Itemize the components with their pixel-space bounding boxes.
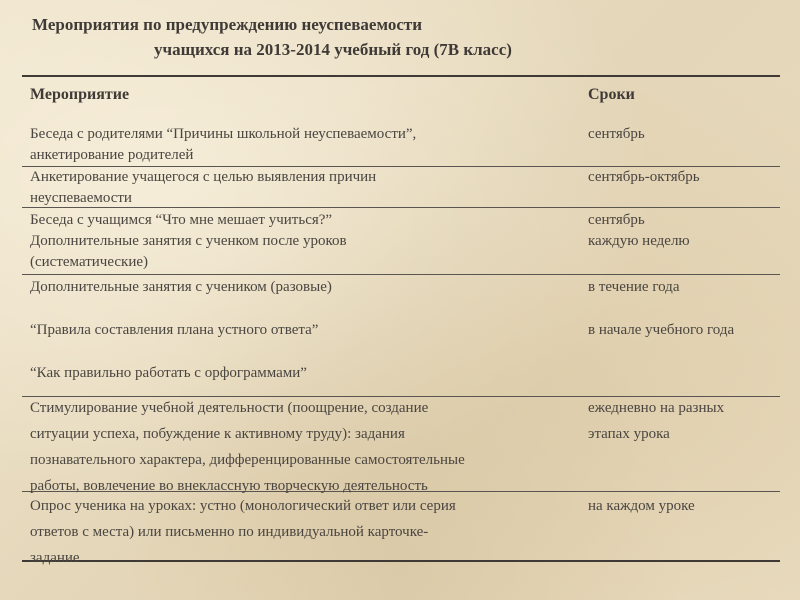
dates-line: на каждом уроке [588, 498, 695, 514]
table-row [30, 210, 560, 273]
header-event: Мероприятие [30, 86, 130, 103]
dates-line: в начале учебного года [588, 322, 735, 338]
table-row [30, 167, 560, 209]
event-line: работы, вовлечение во внеклассную творческую деятельность [30, 478, 428, 494]
dates-line: сентябрь [588, 126, 645, 142]
event-line: Стимулирование учебной деятельности (поощрение, создание [30, 400, 429, 416]
dates-line: каждую неделю [588, 233, 690, 249]
row-divider [22, 274, 780, 275]
event-line: неуспеваемости [30, 190, 132, 206]
event-line: “Правила составления плана устного ответа” [30, 322, 319, 338]
table-row [30, 395, 560, 499]
event-line: познавательного характера, дифференцированные самостоятельные [30, 452, 465, 468]
dates-cell [588, 124, 788, 145]
dates-cell [588, 493, 788, 519]
event-line: Анкетирование учащегося с целью выявления причин [30, 169, 377, 185]
event-line: Беседа с учащимся “Что мне мешает учиться?” [30, 212, 333, 228]
event-line: задание [30, 550, 80, 566]
table-row [30, 277, 560, 384]
event-line: Опрос ученика на уроках: устно (монологический ответ или серия [30, 498, 456, 514]
event-line: Беседа с родителями “Причины школьной неуспеваемости”, [30, 126, 417, 142]
event-line: Дополнительные занятия с учеником (разовые) [30, 279, 332, 295]
dates-line: этапах урока [588, 426, 670, 442]
table-row [30, 493, 560, 571]
event-line: “Как правильно работать с орфограммами” [30, 365, 307, 381]
event-line: ответов с места) или письменно по индивидуальной карточке- [30, 524, 429, 540]
event-line: (систематические) [30, 254, 148, 270]
dates-cell [588, 277, 788, 341]
dates-line: ежедневно на разных [588, 400, 725, 416]
dates-line: сентябрь-октябрь [588, 169, 700, 185]
dates-cell [588, 395, 788, 447]
event-line: ситуации успеха, побуждение к активному труду): задания [30, 426, 405, 442]
event-line: анкетирование родителей [30, 147, 194, 163]
title-line-1: Мероприятия по предупреждению неуспеваемости [32, 15, 423, 34]
table-top-rule [22, 75, 780, 77]
dates-line: в течение года [588, 279, 680, 295]
table-row [30, 124, 560, 166]
dates-cell [588, 210, 788, 252]
header-dates: Сроки [588, 86, 635, 103]
event-line: Дополнительные занятия с ученком после уроков [30, 233, 347, 249]
dates-line: сентябрь [588, 212, 645, 228]
dates-cell [588, 167, 788, 188]
title-line-2: учащихся на 2013-2014 учебный год (7В класс) [154, 40, 512, 59]
page-title [32, 12, 772, 62]
